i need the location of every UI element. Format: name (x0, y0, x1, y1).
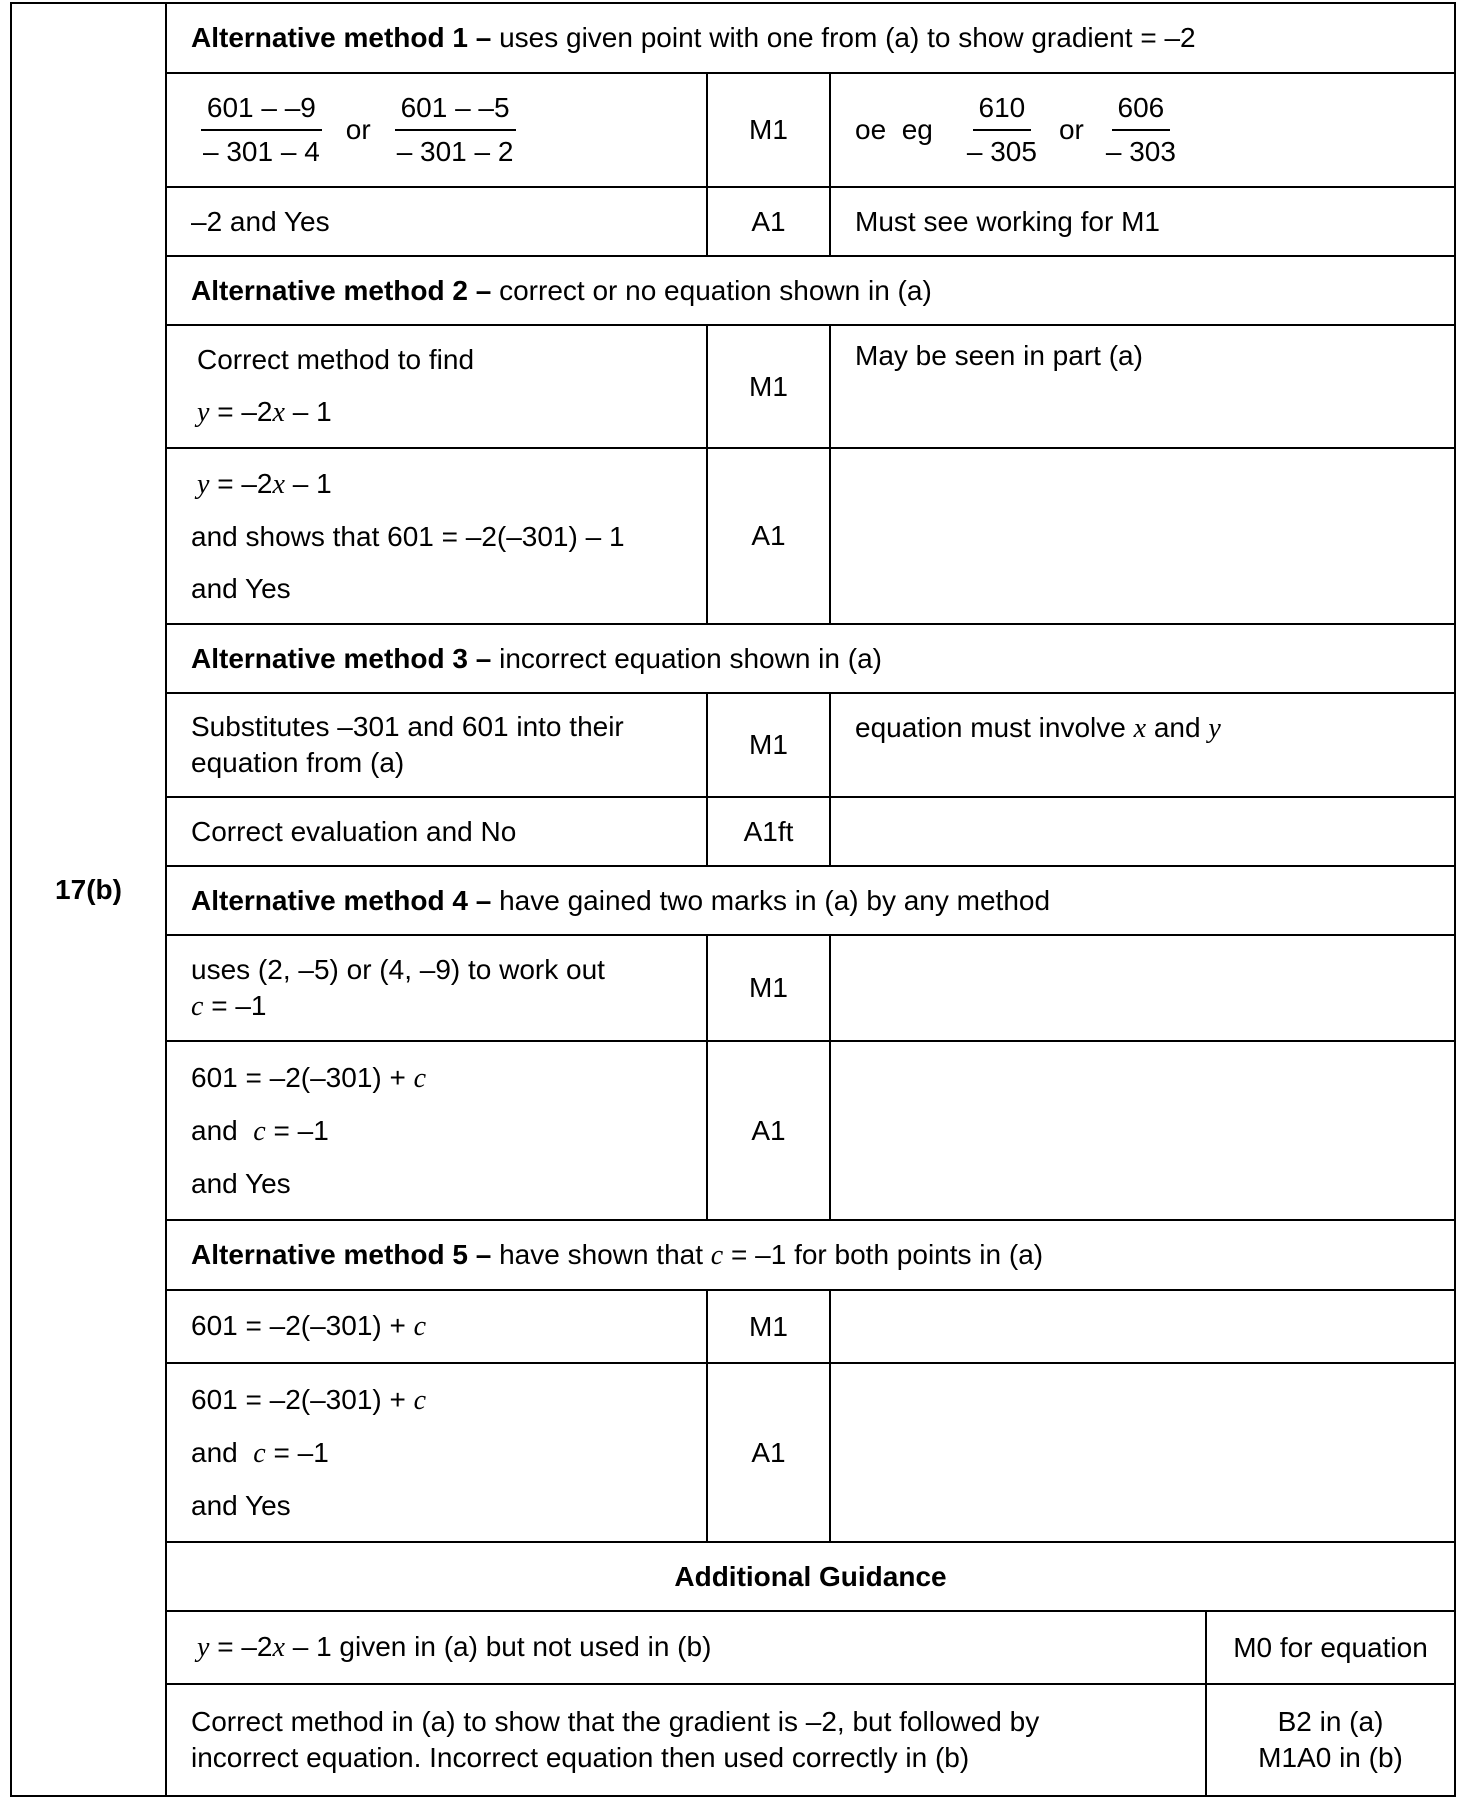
guidance-heading: Additional Guidance (674, 1560, 947, 1592)
fraction: $\frac{610}{- 305}$ (966, 92, 1037, 167)
question-number: 17(b) (55, 874, 122, 905)
alt3-mark-1: M1 (749, 729, 788, 760)
alt5-mark-2: A1 (751, 1436, 786, 1468)
fraction: $\frac{601 - -9}{- 301 - 4}$ (197, 91, 326, 169)
fraction: $\frac{606}{- 303}$ (1105, 92, 1176, 167)
alt-method-2-heading: Alternative method 2 – correct or no equation shown in (a) (191, 274, 932, 306)
alt5-working-2: 601 = –2(–301) + c and c = –1 and Yes (191, 1383, 427, 1521)
alt4-working-1: uses (2, –5) or (4, –9) to work out c = –1 (191, 953, 605, 1022)
alt2-comment-1: May be seen in part (a) (855, 340, 1143, 371)
alt3-comment-1: equation must involve x and y (855, 712, 1221, 744)
alt-method-1-heading: Alternative method 1 – uses given point with one from (a) to show gradient = –2 (191, 22, 1196, 53)
table-border-bottom (10, 1795, 1456, 1797)
alt1-mark-2: A1 (751, 205, 786, 237)
alt-method-3-heading: Alternative method 3 – incorrect equation shown in (a) (191, 642, 882, 674)
alt3-working-2: Correct evaluation and No (191, 815, 517, 847)
alt5-mark-1: M1 (749, 1310, 788, 1342)
alt4-mark-1: M1 (749, 972, 788, 1003)
alt1-mark-1: M1 (749, 114, 788, 145)
alt2-working-1: Correct method to find y = –2x – 1 (197, 344, 475, 428)
alt1-answer-cell: –2 and Yes (191, 205, 330, 237)
alt1-comment-cell: oe eg $\frac{610}{- 305}$ or $\frac{606}{- 303}$ (831, 74, 1454, 186)
fraction: $\frac{601 - -5}{- 301 - 2}$ (391, 91, 520, 169)
alt2-mark-2: A1 (751, 520, 786, 551)
alt5-working-1: 601 = –2(–301) + c (191, 1310, 427, 1342)
table-border-right (1454, 2, 1456, 1797)
alt2-mark-1: M1 (749, 370, 788, 402)
guidance-row-1-text: y = –2x – 1 given in (a) but not used in (b) (197, 1631, 712, 1663)
guidance-row-2-text: Correct method in (a) to show that the gradient is –2, but followed by incorrect equation. Incorrect equation then used correctly in (b) (191, 1706, 1040, 1773)
alt-method-4-heading: Alternative method 4 – have gained two marks in (a) by any method (191, 884, 1051, 916)
alt-method-5-heading: Alternative method 5 – have shown that c = –1 for both points in (a) (191, 1238, 1044, 1271)
guidance-row-1-mark: M0 for equation (1233, 1631, 1428, 1663)
column-divider (829, 934, 831, 1220)
alt3-working-1: Substitutes –301 and 601 into their equation from (a) (191, 711, 624, 778)
alt4-mark-2: A1 (751, 1114, 786, 1146)
alt2-working-2: y = –2x – 1 and shows that 601 = –2(–301) – 1 and Yes (191, 467, 625, 604)
alt1-working-cell: $\frac{601 - -9}{- 301 - 4}$ or $\frac{601 - -5}{- 301 - 2}$ (167, 74, 706, 186)
alt4-working-2: 601 = –2(–301) + c and c = –1 and Yes (191, 1061, 427, 1199)
guidance-row-2-mark: B2 in (a) M1A0 in (b) (1258, 1706, 1403, 1773)
alt3-mark-2: A1ft (743, 815, 794, 847)
column-divider (829, 1289, 831, 1542)
alt1-comment-2: Must see working for M1 (855, 205, 1160, 237)
